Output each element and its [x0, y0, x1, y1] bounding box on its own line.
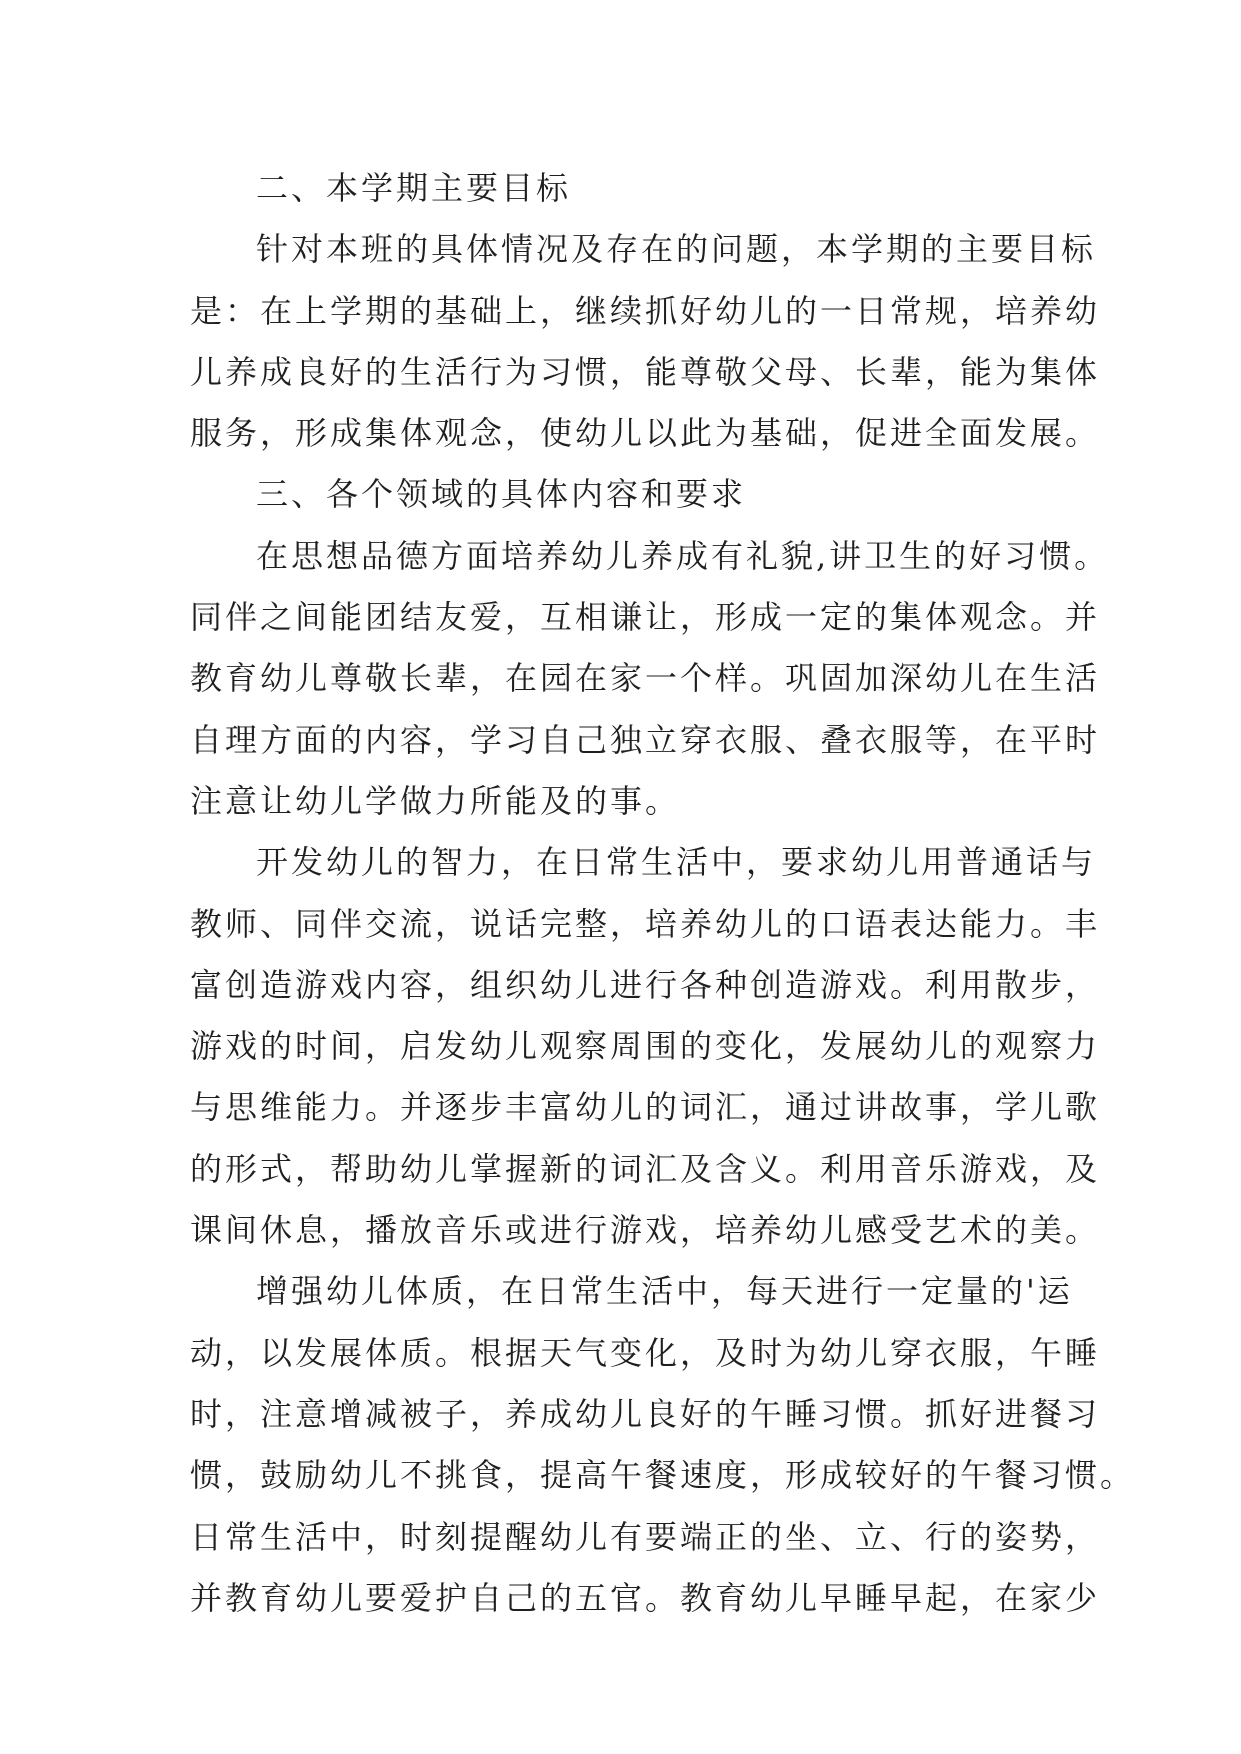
paragraph-line: 日常生活中，时刻提醒幼儿有要端正的坐、立、行的姿势，: [190, 1517, 1101, 1556]
section-heading-2: 二、本学期主要目标: [256, 169, 572, 207]
paragraph-line: 同伴之间能团结友爱，互相谦让，形成一定的集体观念。并: [190, 598, 1101, 637]
paragraph-line: 课间休息，播放音乐或进行游戏，培养幼儿感受艺术的美。: [190, 1211, 1101, 1250]
paragraph-line: 自理方面的内容，学习自己独立穿衣服、叠衣服等，在平时: [190, 720, 1101, 759]
paragraph-line: 针对本班的具体情况及存在的问题，本学期的主要目标: [256, 230, 1097, 269]
paragraph-line: 动，以发展体质。根据天气变化，及时为幼儿穿衣服，午睡: [190, 1333, 1101, 1372]
paragraph-line: 开发幼儿的智力，在日常生活中，要求幼儿用普通话与: [256, 843, 1097, 882]
paragraph-line: 与思维能力。并逐步丰富幼儿的词汇，通过讲故事，学儿歌: [190, 1088, 1101, 1127]
paragraph-line: 增强幼儿体质，在日常生活中，每天进行一定量的'运: [256, 1272, 1073, 1311]
paragraph-line: 是：在上学期的基础上，继续抓好幼儿的一日常规，培养幼: [190, 291, 1101, 330]
paragraph-line: 并教育幼儿要爱护自己的五官。教育幼儿早睡早起，在家少: [190, 1578, 1101, 1617]
paragraph-line: 游戏的时间，启发幼儿观察周围的变化，发展幼儿的观察力: [190, 1027, 1101, 1066]
paragraph-line: 服务，形成集体观念，使幼儿以此为基础，促进全面发展。: [190, 414, 1101, 453]
paragraph-line: 教师、同伴交流，说话完整，培养幼儿的口语表达能力。丰: [190, 904, 1101, 943]
paragraph-line: 教育幼儿尊敬长辈，在园在家一个样。巩固加深幼儿在生活: [190, 659, 1101, 698]
paragraph-line: 富创造游戏内容，组织幼儿进行各种创造游戏。利用散步，: [190, 965, 1101, 1004]
paragraph-line: 的形式，帮助幼儿掌握新的词汇及含义。利用音乐游戏，及: [190, 1149, 1101, 1188]
paragraph-line: 儿养成良好的生活行为习惯，能尊敬父母、长辈，能为集体: [190, 352, 1101, 391]
paragraph-line: 时，注意增减被子，养成幼儿良好的午睡习惯。抓好进餐习: [190, 1394, 1101, 1433]
paragraph-line: 在思想品德方面培养幼儿养成有礼貌,讲卫生的好习惯。: [256, 536, 1110, 575]
paragraph-line: 惯，鼓励幼儿不挑食，提高午餐速度，形成较好的午餐习惯。: [190, 1456, 1136, 1495]
section-heading-3: 三、各个领域的具体内容和要求: [256, 475, 747, 514]
paragraph-line: 注意让幼儿学做力所能及的事。: [190, 781, 681, 820]
document-body: [190, 158, 1136, 1629]
